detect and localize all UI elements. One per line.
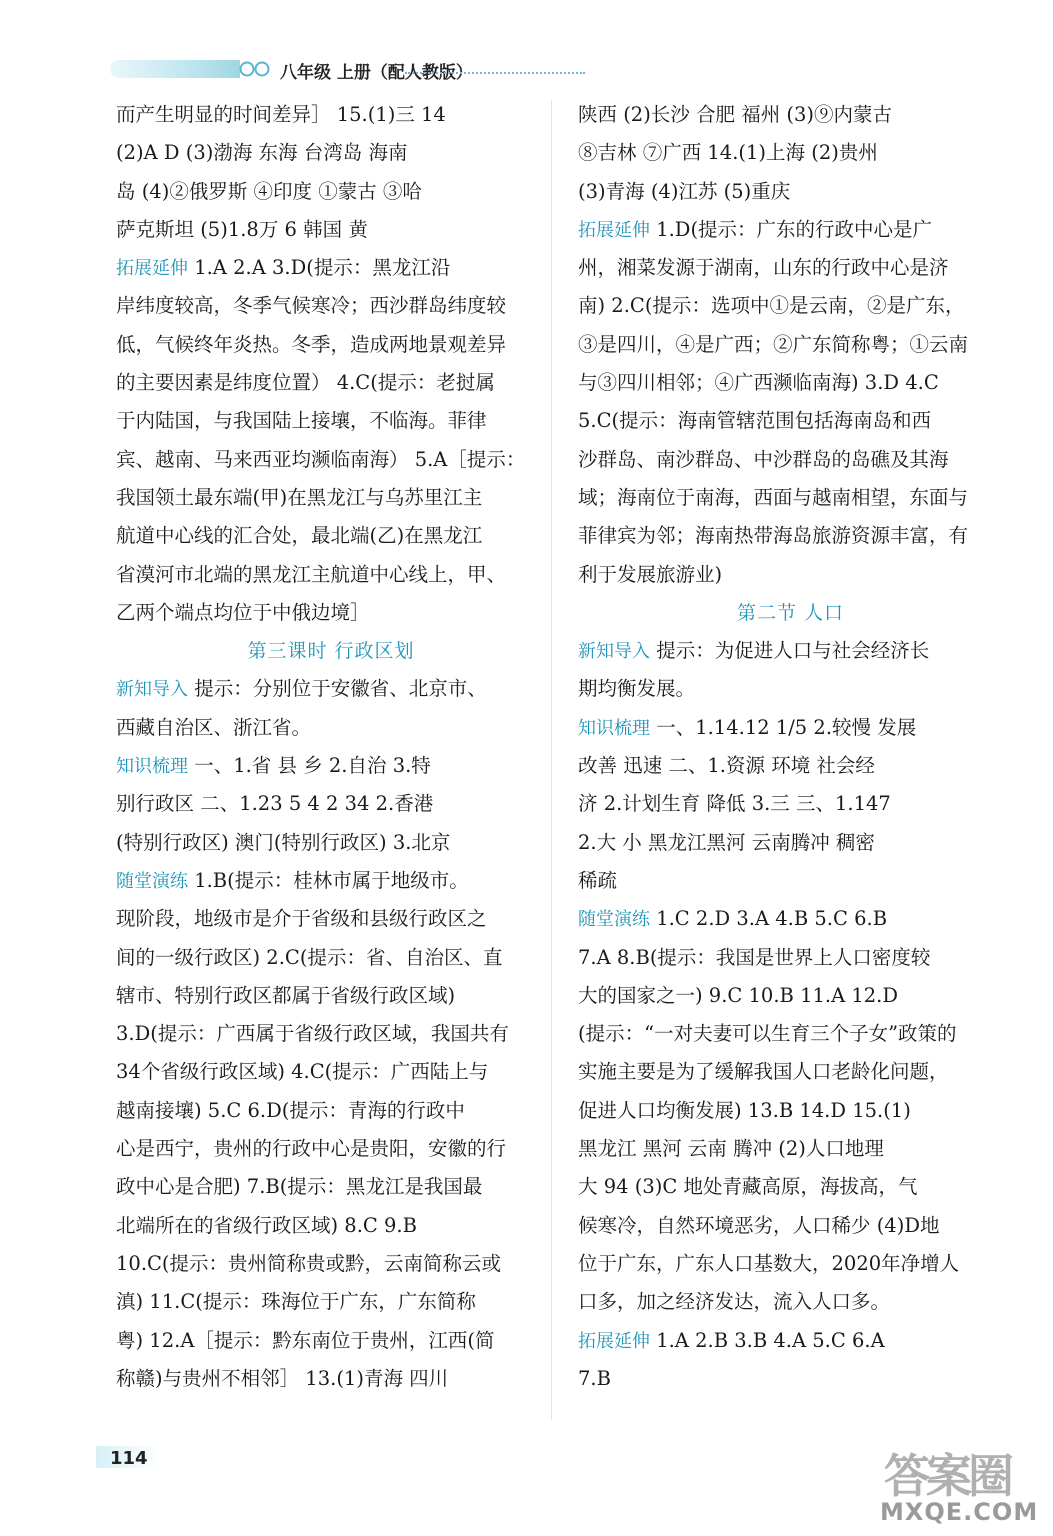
- text-line: [116, 709, 546, 747]
- text-line: [578, 1207, 1003, 1245]
- answer-text: (特别行政区) 澳门(特别行政区) 3.北京: [116, 830, 451, 854]
- answer-text: 而产生明显的时间差异］ 15.(1)三 14: [116, 103, 446, 126]
- section-tag: 拓展延伸: [116, 258, 188, 280]
- section-tag: 拓展延伸: [578, 1330, 650, 1352]
- answer-text: 粤) 12.A［提示：黔东南位于贵州，江西(简: [116, 1328, 495, 1352]
- text-line: [116, 939, 546, 977]
- text-line: [116, 1130, 546, 1168]
- answer-text: 乙两个端点均位于中俄边境］: [116, 600, 370, 624]
- right-column: [578, 96, 1003, 1398]
- answer-text: 陕西 (2)长沙 合肥 福州 (3)⑨内蒙古: [578, 103, 893, 126]
- answer-text: 西藏自治区、浙江省。: [116, 715, 312, 739]
- answer-text: 10.C(提示：贵州简称贵或黔，云南简称云或: [116, 1251, 502, 1275]
- text-line: [116, 287, 546, 325]
- answer-text: 大 94 (3)C 地处青藏高原，海拔高，气: [578, 1175, 918, 1199]
- answer-text: 南) 2.C(提示：选项中①是云南，②是广东，: [578, 294, 965, 318]
- header-dotted-rule: [405, 72, 585, 74]
- section-tag: 新知导入: [578, 641, 650, 663]
- text-line: [578, 824, 1003, 862]
- answer-text: 州，湘菜发源于湖南，山东的行政中心是济: [578, 256, 949, 280]
- answer-text: ③是四川，④是广西；②广东简称粤；①云南: [578, 332, 969, 356]
- answer-text: 1.A 2.A 3.D(提示：黑龙江沿: [188, 256, 451, 280]
- text-line: [116, 1092, 546, 1130]
- answer-text: 济 2.计划生育 降低 3.三 三、1.147: [578, 792, 891, 816]
- text-line: [578, 173, 1003, 211]
- text-line: [116, 900, 546, 938]
- text-line: [116, 670, 546, 708]
- text-line: [578, 1092, 1003, 1130]
- text-line: [578, 479, 1003, 517]
- text-line: [578, 785, 1003, 823]
- page-number: 114: [110, 1448, 148, 1469]
- answer-text: ⑧吉林 ⑦广西 14.(1)上海 (2)贵州: [578, 141, 878, 165]
- answer-text: 萨克斯坦 (5)1.8万 6 韩国 黄: [116, 217, 368, 241]
- text-line: [116, 249, 546, 287]
- text-line: [578, 1245, 1003, 1283]
- answer-text: 于内陆国，与我国陆上接壤，不临海。菲律: [116, 409, 487, 433]
- text-line: [578, 249, 1003, 287]
- text-line: [578, 862, 1003, 900]
- text-line: [578, 211, 1003, 249]
- answer-text: 34个省级行政区域) 4.C(提示：广西陆上与: [116, 1060, 489, 1084]
- text-line: [116, 1015, 546, 1053]
- section-heading: 第三课时 行政区划: [247, 640, 415, 663]
- answer-text: 一、1.14.12 1/5 2.较慢 发展: [650, 715, 917, 739]
- text-line: [116, 1283, 546, 1321]
- text-line: [116, 211, 546, 249]
- text-line: [578, 977, 1003, 1015]
- text-line: [578, 747, 1003, 785]
- answer-text: 域；海南位于南海，西面与越南相望，东面与: [578, 485, 969, 509]
- answer-text: 口多，加之经济发达，流入人口多。: [578, 1290, 891, 1314]
- text-line: [578, 441, 1003, 479]
- text-line: [578, 96, 1003, 134]
- text-line: [116, 1322, 546, 1360]
- answer-text: 提示：分别位于安徽省、北京市、: [188, 677, 487, 701]
- text-line: [578, 134, 1003, 172]
- text-line: [116, 517, 546, 555]
- answer-text: 的主要因素是纬度位置） 4.C(提示：老挝属: [116, 371, 495, 395]
- text-line: [116, 1360, 546, 1398]
- section-heading: 第二节 人口: [736, 601, 845, 624]
- text-line: [116, 862, 546, 900]
- answer-text: 低，气候终年炎热。冬季，造成两地景观差异: [116, 332, 507, 356]
- section-tag: 知识梳理: [116, 756, 188, 778]
- answer-text: 菲律宾为邻；海南热带海岛旅游资源丰富，有: [578, 524, 969, 548]
- answer-text: 提示：为促进人口与社会经济长: [650, 639, 930, 663]
- answer-text: 1.A 2.B 3.B 4.A 5.C 6.A: [650, 1328, 885, 1352]
- answer-text: (提示：“一对夫妻可以生育三个子女”政策的: [578, 1022, 957, 1046]
- answer-text: 沙群岛、南沙群岛、中沙群岛的岛礁及其海: [578, 447, 949, 471]
- text-line: [116, 556, 546, 594]
- page-header: [110, 56, 510, 82]
- text-line: [578, 670, 1003, 708]
- answer-text: 政中心是合肥) 7.B(提示：黑龙江是我国最: [116, 1175, 483, 1199]
- header-title: 八年级 上册（配人教版）: [280, 63, 473, 83]
- answer-text: 7.A 8.B(提示：我国是世界上人口密度较: [578, 945, 931, 969]
- answer-text: 3.D(提示：广西属于省级行政区域，我国共有: [116, 1022, 509, 1046]
- text-line: [578, 517, 1003, 555]
- text-line: [116, 173, 546, 211]
- answer-text: 滇) 11.C(提示：珠海位于广东，广东简称: [116, 1290, 476, 1314]
- text-line: [578, 709, 1003, 747]
- text-line: [116, 824, 546, 862]
- answer-text: 位于广东，广东人口基数大，2020年净增人: [578, 1251, 960, 1275]
- section-tag: 随堂演练: [578, 909, 650, 931]
- answer-text: 黑龙江 黑河 云南 腾冲 (2)人口地理: [578, 1137, 884, 1161]
- text-line: [116, 1207, 546, 1245]
- answer-text: 7.B: [578, 1366, 611, 1390]
- answer-text: 我国领土最东端(甲)在黑龙江与乌苏里江主: [116, 485, 483, 509]
- answer-text: (2)A D (3)渤海 东海 台湾岛 海南: [116, 141, 408, 165]
- answer-text: 心是西宁，贵州的行政中心是贵阳，安徽的行: [116, 1137, 507, 1161]
- answer-text: 1.C 2.D 3.A 4.B 5.C 6.B: [650, 907, 888, 931]
- text-line: [116, 632, 546, 670]
- answer-text: 促进人口均衡发展) 13.B 14.D 15.(1): [578, 1098, 911, 1122]
- watermark-logo-icon: 答案圈: [884, 1449, 1010, 1503]
- text-line: [578, 1360, 1003, 1398]
- text-line: [578, 1053, 1003, 1091]
- text-line: [116, 326, 546, 364]
- text-line: [116, 594, 546, 632]
- header-decor-band: [110, 60, 240, 78]
- answer-text: 岛 (4)②俄罗斯 ④印度 ①蒙古 ③哈: [116, 179, 422, 203]
- text-line: [578, 900, 1003, 938]
- text-line: [578, 1322, 1003, 1360]
- answer-text: 岸纬度较高，冬季气候寒冷；西沙群岛纬度较: [116, 294, 507, 318]
- answer-text: 5.C(提示：海南管辖范围包括海南岛和西: [578, 409, 932, 433]
- answer-text: 一、1.省 县 乡 2.自治 3.特: [188, 754, 431, 778]
- answer-text: 1.B(提示：桂林市属于地级市。: [188, 868, 469, 892]
- answer-text: 候寒冷，自然环境恶劣，人口稀少 (4)D地: [578, 1213, 940, 1237]
- left-column: [116, 96, 546, 1398]
- text-line: [578, 402, 1003, 440]
- answer-text: 别行政区 二、1.23 5 4 2 34 2.香港: [116, 792, 434, 816]
- text-line: [116, 96, 546, 134]
- text-line: [116, 785, 546, 823]
- answer-text: 越南接壤) 5.C 6.D(提示：青海的行政中: [116, 1098, 465, 1122]
- section-tag: 随堂演练: [116, 870, 188, 892]
- answer-text: (3)青海 (4)江苏 (5)重庆: [578, 179, 791, 203]
- answer-text: 与③四川相邻；④广西濒临南海) 3.D 4.C: [578, 371, 939, 395]
- answer-text: 大的国家之一) 9.C 10.B 11.A 12.D: [578, 983, 899, 1007]
- answer-text: 辖市、特别行政区都属于省级行政区域): [116, 983, 456, 1007]
- text-line: [116, 1168, 546, 1206]
- text-line: [578, 1168, 1003, 1206]
- answer-text: 航道中心线的汇合处，最北端(乙)在黑龙江: [116, 524, 483, 548]
- text-line: [578, 939, 1003, 977]
- text-line: [578, 632, 1003, 670]
- text-line: [116, 441, 546, 479]
- answer-text: 实施主要是为了缓解我国人口老龄化问题，: [578, 1060, 949, 1084]
- answer-text: 间的一级行政区) 2.C(提示：省、自治区、直: [116, 945, 503, 969]
- answer-text: 改善 迅速 二、1.资源 环境 社会经: [578, 754, 875, 778]
- answer-text: 1.D(提示：广东的行政中心是广: [650, 217, 933, 241]
- text-line: [578, 1015, 1003, 1053]
- text-line: [578, 594, 1003, 632]
- section-tag: 知识梳理: [578, 717, 650, 739]
- header-rings-icon: [238, 61, 274, 77]
- text-line: [578, 326, 1003, 364]
- text-line: [116, 364, 546, 402]
- text-line: [578, 287, 1003, 325]
- text-line: [578, 1130, 1003, 1168]
- text-line: [116, 747, 546, 785]
- answer-text: 利于发展旅游业): [578, 562, 723, 586]
- text-line: [116, 479, 546, 517]
- section-tag: 新知导入: [116, 679, 188, 701]
- section-tag: 拓展延伸: [578, 219, 650, 241]
- column-divider: [551, 100, 552, 1420]
- text-line: [578, 364, 1003, 402]
- text-line: [578, 1283, 1003, 1321]
- text-line: [578, 556, 1003, 594]
- text-line: [116, 977, 546, 1015]
- text-line: [116, 134, 546, 172]
- watermark-text: MXQE.COM: [880, 1498, 1039, 1526]
- text-line: [116, 402, 546, 440]
- answer-text: 称赣)与贵州不相邻］ 13.(1)青海 四川: [116, 1366, 449, 1390]
- answer-text: 宾、越南、马来西亚均濒临南海） 5.A［提示：: [116, 447, 526, 471]
- answer-text: 稀疏: [578, 868, 618, 892]
- answer-text: 省漠河市北端的黑龙江主航道中心线上，甲、: [116, 562, 507, 586]
- answer-text: 2.大 小 黑龙江黑河 云南腾冲 稠密: [578, 830, 875, 854]
- answer-text: 北端所在的省级行政区域) 8.C 9.B: [116, 1213, 417, 1237]
- text-line: [116, 1053, 546, 1091]
- answer-text: 期均衡发展。: [578, 677, 696, 701]
- answer-text: 现阶段，地级市是介于省级和县级行政区之: [116, 907, 487, 931]
- text-line: [116, 1245, 546, 1283]
